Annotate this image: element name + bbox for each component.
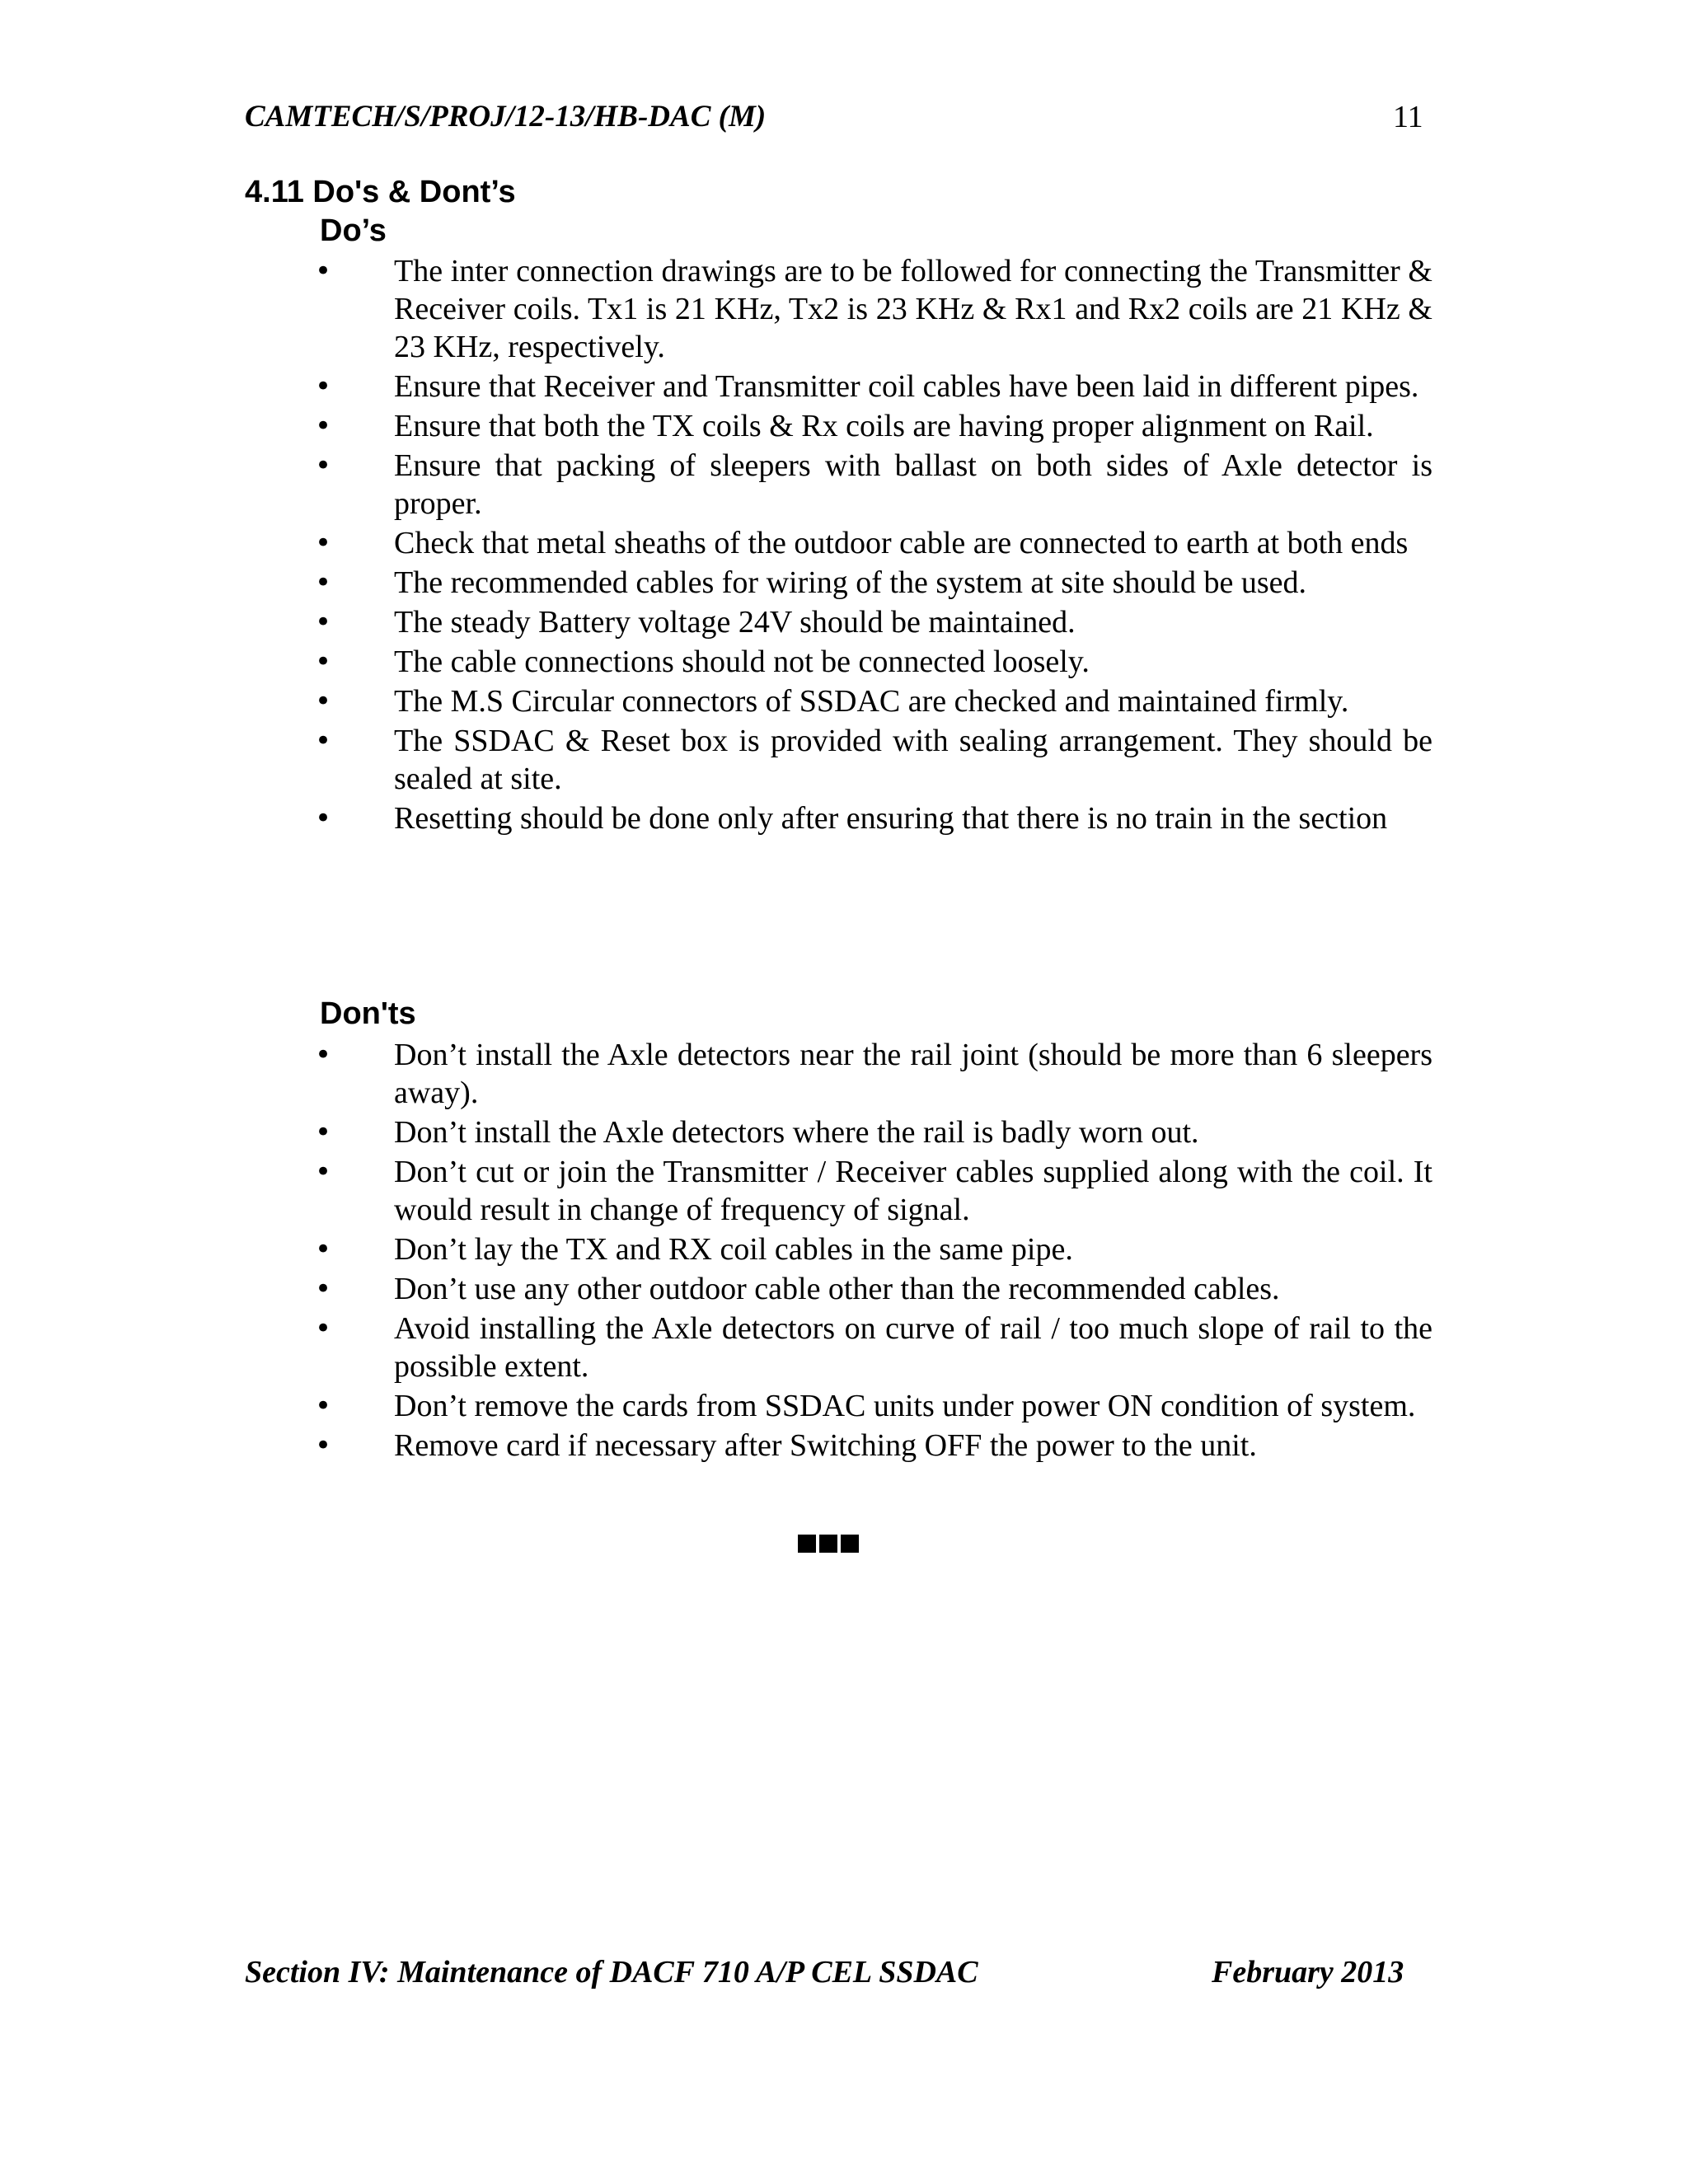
list-item — [315, 682, 1432, 720]
bullet-icon: • — [315, 566, 332, 599]
header-document-id: CAMTECH/S/PROJ/12-13/HB-DAC (M) — [245, 100, 767, 134]
bullet-icon: • — [315, 1390, 332, 1422]
list-item — [315, 603, 1432, 641]
list-item — [315, 447, 1432, 523]
bullet-icon: • — [315, 724, 332, 757]
bullet-icon: • — [315, 1155, 332, 1188]
dos-heading: Do’s — [320, 213, 387, 248]
bullet-icon: • — [315, 1272, 332, 1305]
footer-section-title: Section IV: Maintenance of DACF 710 A/P CEL SSDAC — [245, 1955, 978, 1990]
list-item-text: Don’t install the Axle detectors near the rail joint (should be more than 6 sleepers away). — [394, 1038, 1432, 1110]
bullet-icon: • — [315, 802, 332, 835]
list-item — [315, 1387, 1432, 1425]
square-icon — [819, 1535, 837, 1553]
list-item-text: Ensure that packing of sleepers with ballast on both sides of Axle detector is proper. — [394, 448, 1432, 521]
list-item — [315, 643, 1432, 681]
list-item-text: Remove card if necessary after Switching OFF the power to the unit. — [394, 1428, 1257, 1463]
list-item-text: The M.S Circular connectors of SSDAC are checked and maintained firmly. — [394, 684, 1349, 719]
list-item — [315, 368, 1432, 405]
list-item — [315, 799, 1432, 837]
list-item-text: Check that metal sheaths of the outdoor cable are connected to earth at both ends — [394, 526, 1409, 560]
list-item-text: Don’t lay the TX and RX coil cables in the same pipe. — [394, 1232, 1073, 1267]
list-item — [315, 1230, 1432, 1268]
list-item-text: The SSDAC & Reset box is provided with sealing arrangement. They should be sealed at site. — [394, 724, 1432, 796]
bullet-icon: • — [315, 527, 332, 560]
list-item-text: Don’t remove the cards from SSDAC units under power ON condition of system. — [394, 1389, 1416, 1423]
bullet-icon: • — [315, 1116, 332, 1149]
list-item — [315, 722, 1432, 798]
bullet-icon: • — [315, 1429, 332, 1462]
donts-list — [315, 1036, 1432, 1466]
bullet-icon: • — [315, 1312, 332, 1345]
list-item-text: Ensure that both the TX coils & Rx coils are having proper alignment on Rail. — [394, 409, 1374, 443]
bullet-icon: • — [315, 449, 332, 482]
dos-list — [315, 252, 1432, 839]
list-item — [315, 1153, 1432, 1229]
list-item — [315, 524, 1432, 562]
bullet-icon: • — [315, 370, 332, 403]
list-item — [315, 252, 1432, 366]
square-icon — [798, 1535, 816, 1553]
list-item-text: The cable connections should not be connected loosely. — [394, 644, 1090, 679]
list-item-text: Don’t install the Axle detectors where the rail is badly worn out. — [394, 1115, 1199, 1150]
page-number: 11 — [1393, 100, 1423, 134]
list-item-text: The inter connection drawings are to be followed for connecting the Transmitter & Receiver coils. Tx1 is 21 KHz, Tx2 is 23 KHz & Rx1 and Rx2 coils are 21 KHz & 23 KHz, respectively. — [394, 254, 1432, 364]
footer-date: February 2013 — [1212, 1955, 1404, 1990]
list-item-text: Don’t cut or join the Transmitter / Receiver cables supplied along with the coil. It would result in change of frequency of signal. — [394, 1155, 1432, 1227]
square-icon — [841, 1535, 859, 1553]
end-of-section-marker — [798, 1535, 859, 1553]
donts-heading: Don'ts — [320, 996, 416, 1031]
bullet-icon: • — [315, 645, 332, 678]
list-item — [315, 1113, 1432, 1151]
list-item — [315, 1427, 1432, 1465]
list-item-text: The steady Battery voltage 24V should be maintained. — [394, 605, 1076, 640]
bullet-icon: • — [315, 1233, 332, 1266]
bullet-icon: • — [315, 606, 332, 639]
list-item — [315, 1270, 1432, 1308]
list-item-text: Avoid installing the Axle detectors on curve of rail / too much slope of rail to the possible extent. — [394, 1311, 1432, 1384]
list-item — [315, 564, 1432, 602]
bullet-icon: • — [315, 685, 332, 718]
list-item-text: Resetting should be done only after ensuring that there is no train in the section — [394, 801, 1388, 836]
bullet-icon: • — [315, 410, 332, 443]
list-item — [315, 1036, 1432, 1112]
list-item-text: Don’t use any other outdoor cable other than the recommended cables. — [394, 1272, 1280, 1306]
bullet-icon: • — [315, 1038, 332, 1071]
section-heading: 4.11 Do's & Dont’s — [245, 175, 516, 209]
bullet-icon: • — [315, 255, 332, 288]
list-item-text: The recommended cables for wiring of the system at site should be used. — [394, 565, 1306, 600]
list-item — [315, 407, 1432, 445]
list-item — [315, 1310, 1432, 1385]
list-item-text: Ensure that Receiver and Transmitter coil cables have been laid in different pipes. — [394, 369, 1419, 404]
